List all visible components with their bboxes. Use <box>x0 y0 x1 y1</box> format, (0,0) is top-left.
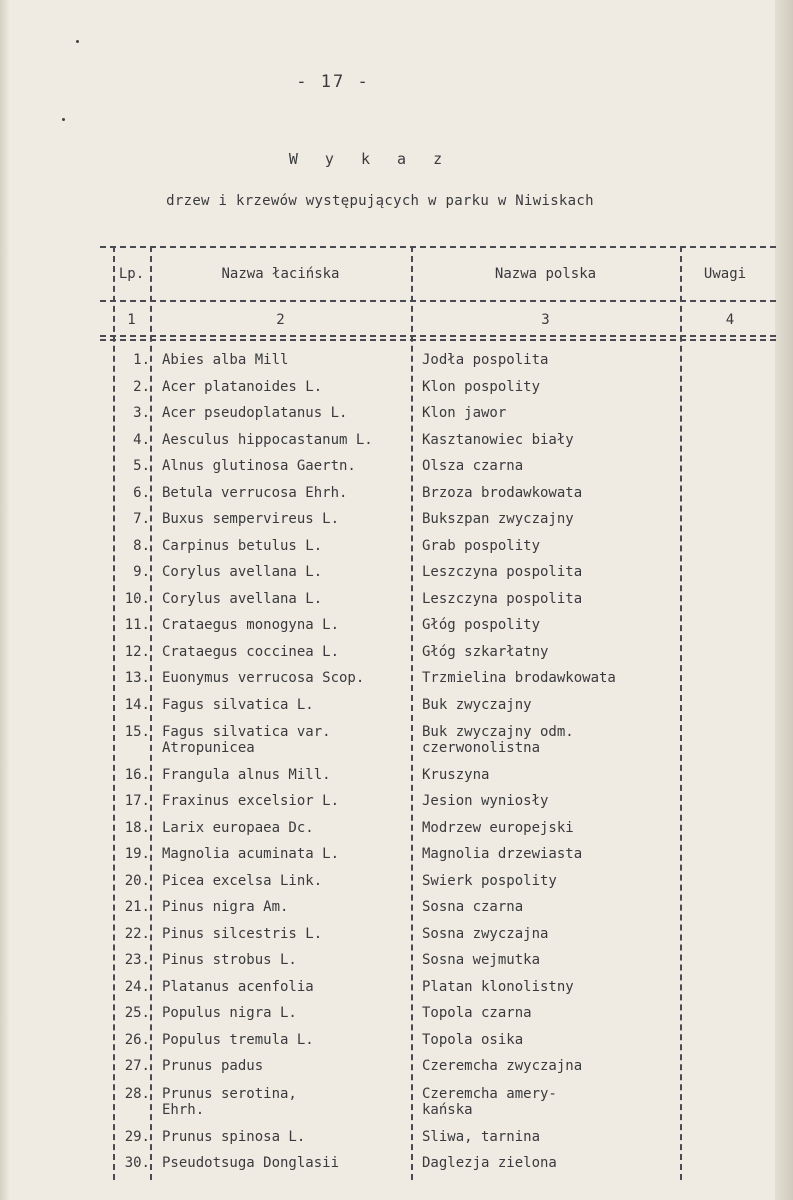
col-number-4: 4 <box>725 312 735 328</box>
latin-name: Larix europaea Dc. <box>162 820 314 836</box>
table-numbers-rule-double <box>100 339 776 341</box>
latin-name-continued: Ehrh. <box>162 1102 205 1118</box>
polish-name: Sosna zwyczajna <box>422 926 549 942</box>
polish-name: Buk zwyczajny <box>422 697 532 713</box>
polish-name: Czeremcha zwyczajna <box>422 1058 583 1074</box>
row-number: 28. <box>124 1086 150 1102</box>
latin-name: Betula verrucosa Ehrh. <box>162 485 348 501</box>
col-number-1: 1 <box>127 312 136 328</box>
row-number: 11. <box>124 617 150 633</box>
latin-name: Crataegus monogyna L. <box>162 617 340 633</box>
polish-name: Grab pospolity <box>422 538 541 554</box>
polish-name: Kruszyna <box>422 767 490 783</box>
latin-name: Fraxinus excelsior L. <box>162 793 340 809</box>
polish-name: Głóg szkarłatny <box>422 644 549 660</box>
row-number: 8. <box>133 538 150 554</box>
polish-name: Leszczyna pospolita <box>422 591 583 607</box>
latin-name: Fagus silvatica var. <box>162 724 331 740</box>
row-number: 27. <box>124 1058 150 1074</box>
row-number: 12. <box>124 644 150 660</box>
polish-name: Jesion wyniosły <box>422 793 549 809</box>
latin-name: Magnolia acuminata L. <box>162 846 340 862</box>
row-number: 13. <box>124 670 150 686</box>
polish-name-continued: kańska <box>422 1102 473 1118</box>
latin-name: Prunus padus <box>162 1058 264 1074</box>
row-number: 5. <box>133 458 150 474</box>
table-col-rule-3 <box>680 246 682 1180</box>
latin-name: Pinus nigra Am. <box>162 899 289 915</box>
table-numbers-rule <box>100 335 776 337</box>
polish-name: Sliwa, tarnina <box>422 1129 541 1145</box>
polish-name-continued: czerwonolistna <box>422 740 541 756</box>
row-number: 2. <box>133 379 150 395</box>
polish-name: Kasztanowiec biały <box>422 432 574 448</box>
row-number: 10. <box>124 591 150 607</box>
latin-name-continued: Atropunicea <box>162 740 255 756</box>
table-col-rule-2 <box>411 246 413 1180</box>
row-number: 19. <box>124 846 150 862</box>
polish-name: Brzoza brodawkowata <box>422 485 583 501</box>
polish-name: Czeremcha amery- <box>422 1086 557 1102</box>
table-header-rule <box>100 300 776 302</box>
latin-name: Frangula alnus Mill. <box>162 767 331 783</box>
polish-name: Leszczyna pospolita <box>422 564 583 580</box>
polish-name: Głóg pospolity <box>422 617 541 633</box>
latin-name: Corylus avellana L. <box>162 591 323 607</box>
polish-name: Daglezja zielona <box>422 1155 557 1171</box>
latin-name: Alnus glutinosa Gaertn. <box>162 458 356 474</box>
latin-name: Abies alba Mill <box>162 352 289 368</box>
polish-name: Klon jawor <box>422 405 507 421</box>
latin-name: Pinus strobus L. <box>162 952 297 968</box>
header-latin: Nazwa łacińska <box>221 266 340 282</box>
polish-name: Platan klonolistny <box>422 979 574 995</box>
polish-name: Sosna czarna <box>422 899 524 915</box>
row-number: 22. <box>124 926 150 942</box>
row-number: 29. <box>124 1129 150 1145</box>
polish-name: Swierk pospolity <box>422 873 557 889</box>
row-number: 6. <box>133 485 150 501</box>
latin-name: Picea excelsa Link. <box>162 873 323 889</box>
latin-name: Corylus avellana L. <box>162 564 323 580</box>
row-number: 15. <box>124 724 150 740</box>
latin-name: Crataegus coccinea L. <box>162 644 340 660</box>
table-top-rule <box>100 246 776 248</box>
row-number: 3. <box>133 405 150 421</box>
row-number: 24. <box>124 979 150 995</box>
row-number: 14. <box>124 697 150 713</box>
row-number: 18. <box>124 820 150 836</box>
document-title: W y k a z <box>288 150 452 168</box>
latin-name: Populus nigra L. <box>162 1005 297 1021</box>
row-number: 30. <box>124 1155 150 1171</box>
latin-name: Fagus silvatica L. <box>162 697 314 713</box>
polish-name: Trzmielina brodawkowata <box>422 670 616 686</box>
latin-name: Aesculus hippocastanum L. <box>162 432 373 448</box>
latin-name: Populus tremula L. <box>162 1032 314 1048</box>
latin-name: Carpinus betulus L. <box>162 538 323 554</box>
polish-name: Klon pospolity <box>422 379 541 395</box>
row-number: 20. <box>124 873 150 889</box>
latin-name: Platanus acenfolia <box>162 979 314 995</box>
latin-name: Acer pseudoplatanus L. <box>162 405 348 421</box>
polish-name: Bukszpan zwyczajny <box>422 511 574 527</box>
latin-name: Pseudotsuga Donglasii <box>162 1155 340 1171</box>
row-number: 9. <box>133 564 150 580</box>
row-number: 21. <box>124 899 150 915</box>
speck <box>76 40 79 43</box>
polish-name: Olsza czarna <box>422 458 524 474</box>
row-number: 26. <box>124 1032 150 1048</box>
page-left-edge <box>0 0 10 1200</box>
row-number: 17. <box>124 793 150 809</box>
latin-name: Prunus serotina, <box>162 1086 297 1102</box>
speck <box>62 118 65 121</box>
polish-name: Buk zwyczajny odm. <box>422 724 574 740</box>
latin-name: Buxus sempervireus L. <box>162 511 340 527</box>
polish-name: Magnolia drzewiasta <box>422 846 583 862</box>
header-polish: Nazwa polska <box>494 266 597 282</box>
polish-name: Sosna wejmutka <box>422 952 541 968</box>
row-number: 4. <box>133 432 150 448</box>
latin-name: Pinus silcestris L. <box>162 926 323 942</box>
header-lp: Lp. <box>118 266 145 282</box>
row-number: 16. <box>124 767 150 783</box>
table-col-rule-1 <box>150 246 152 1180</box>
latin-name: Prunus spinosa L. <box>162 1129 306 1145</box>
page-number: - 17 - <box>296 72 370 92</box>
polish-name: Modrzew europejski <box>422 820 574 836</box>
polish-name: Jodła pospolita <box>422 352 549 368</box>
col-number-3: 3 <box>541 312 550 328</box>
document-subtitle: drzew i krzewów występujących w parku w Niwiskach <box>166 193 594 209</box>
latin-name: Acer platanoides L. <box>162 379 323 395</box>
row-number: 7. <box>133 511 150 527</box>
header-notes: Uwagi <box>703 266 747 282</box>
page-right-edge <box>775 0 793 1200</box>
row-number: 23. <box>124 952 150 968</box>
col-number-2: 2 <box>276 312 285 328</box>
polish-name: Topola czarna <box>422 1005 532 1021</box>
row-number: 25. <box>124 1005 150 1021</box>
latin-name: Euonymus verrucosa Scop. <box>162 670 365 686</box>
polish-name: Topola osika <box>422 1032 524 1048</box>
row-number: 1. <box>133 352 150 368</box>
